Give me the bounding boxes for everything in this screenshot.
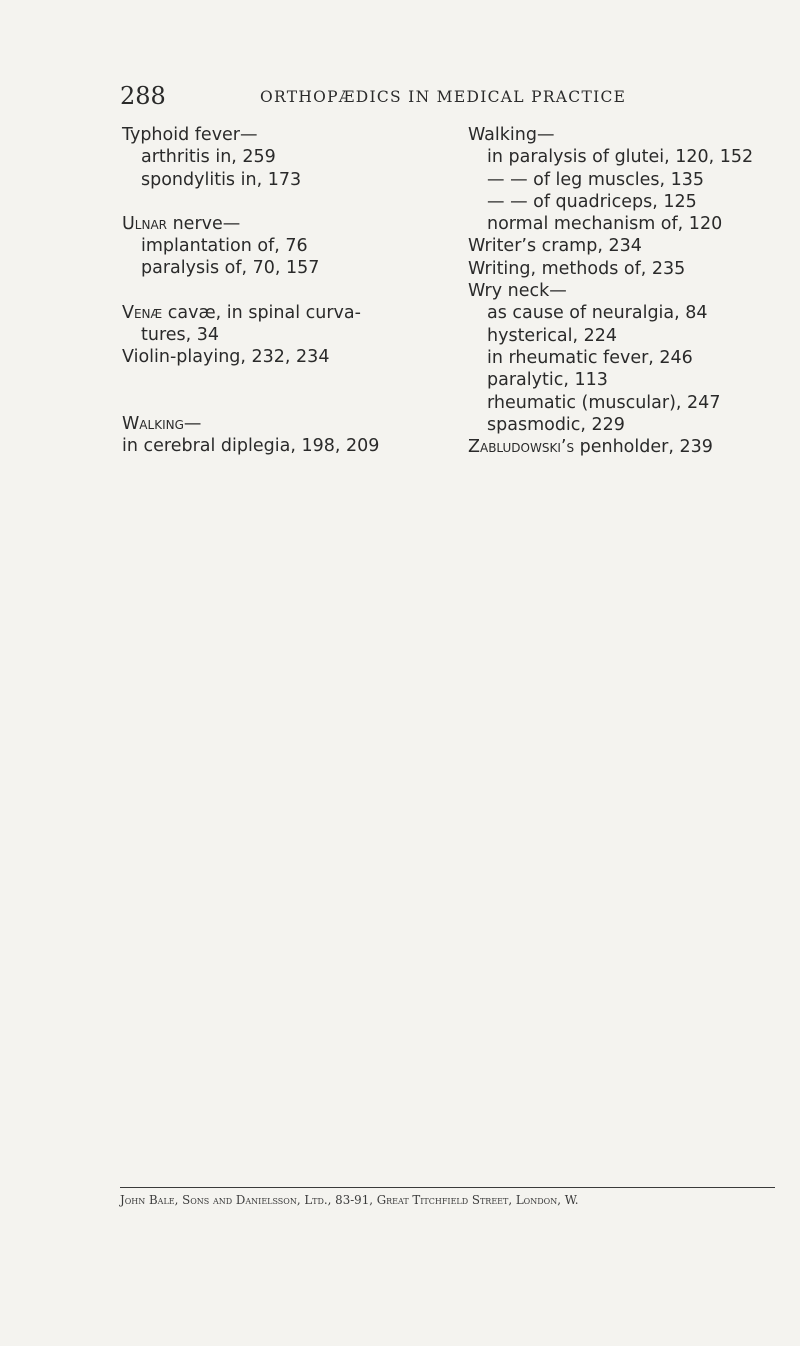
index-term-smallcaps: Zabludowski’s (468, 437, 575, 458)
index-subentry: paralysis of, 70, 157 (141, 258, 320, 279)
index-subentry: in paralysis of glutei, 120, 152 (487, 147, 754, 168)
entry-gap (122, 280, 442, 302)
index-entry: Writer’s cramp, 234 (468, 236, 642, 257)
page-number: 288 (120, 82, 166, 110)
index-column-right (468, 124, 788, 458)
index-entry: Zabludowski’s penholder, 239 (468, 437, 713, 458)
entry-gap (122, 369, 442, 413)
running-title: ORTHOPÆDICS IN MEDICAL PRACTICE (260, 88, 627, 106)
index-subentry: normal mechanism of, 120 (487, 214, 723, 235)
index-entry: Violin-playing, 232, 234 (122, 347, 330, 368)
index-subentry: rheumatic (muscular), 247 (487, 392, 721, 413)
printer-imprint: John Bale, Sons and Danielsson, Ltd., 83-91, Great Titchfield Street, London, W. (120, 1193, 579, 1207)
index-entry: in cerebral diplegia, 198, 209 (122, 435, 380, 456)
index-term-smallcaps: Walking— (122, 413, 202, 434)
footer-rule (120, 1187, 775, 1188)
index-entry: Venæ cavæ, in spinal curva- (122, 302, 361, 323)
index-subentry: paralytic, 113 (487, 370, 608, 391)
index-entry (122, 413, 442, 435)
index-subentry: tures, 34 (141, 325, 220, 346)
index-entry: Writing, methods of, 235 (468, 258, 686, 279)
index-subentry: spondylitis in, 173 (141, 169, 302, 190)
index-entry: Wry neck— (468, 281, 567, 302)
index-subentry: — — of leg muscles, 135 (487, 169, 705, 190)
index-subentry: — — of quadriceps, 125 (487, 191, 697, 212)
index-term-smallcaps: Ulnar (122, 213, 168, 234)
index-column-left (122, 124, 442, 457)
entry-gap (122, 191, 442, 213)
index-subentry: arthritis in, 259 (141, 147, 276, 168)
index-subentry: in rheumatic fever, 246 (487, 347, 693, 368)
index-entry: Typhoid fever— (122, 125, 258, 145)
index-subentry: spasmodic, 229 (487, 414, 625, 435)
index-term-smallcaps: Venæ (122, 302, 163, 323)
index-subentry: implantation of, 76 (141, 236, 308, 257)
index-subentry: hysterical, 224 (487, 325, 617, 346)
index-entry: Walking— (468, 125, 555, 145)
index-subentry: as cause of neuralgia, 84 (487, 303, 708, 324)
index-entry: Ulnar nerve— (122, 213, 241, 234)
